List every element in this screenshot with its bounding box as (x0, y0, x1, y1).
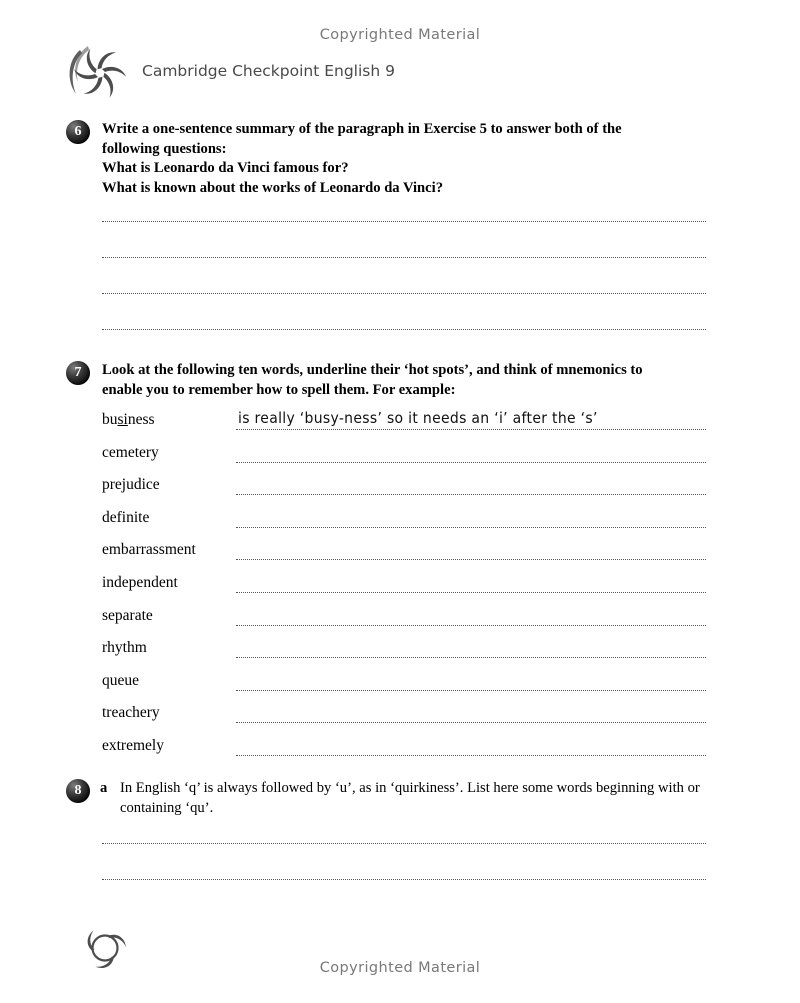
answer-rule[interactable] (102, 879, 706, 880)
exercise-number-badge: 6 (66, 120, 90, 144)
spelling-word: treachery (102, 704, 160, 722)
book-title: Cambridge Checkpoint English 9 (142, 62, 395, 80)
spelling-word: separate (102, 606, 153, 624)
answer-rule (236, 625, 706, 626)
exercise-7 (66, 361, 726, 400)
table-row (102, 506, 706, 539)
table-row (102, 571, 706, 604)
prompt-line: Look at the following ten words, underline their ‘hot spots’, and think of mnemonics to (102, 362, 643, 378)
page-header (66, 44, 726, 104)
spelling-word: independent (102, 573, 178, 591)
page-number: 4 (100, 940, 110, 955)
answer-rule[interactable] (102, 257, 706, 258)
prompt-line: What is Leonardo da Vinci famous for? (102, 160, 349, 176)
mnemonic-answer-field[interactable] (236, 473, 706, 499)
mnemonic-answer-field[interactable] (236, 441, 706, 467)
table-row (102, 538, 706, 571)
table-row (102, 604, 706, 637)
answer-rule[interactable] (102, 329, 706, 330)
spelling-word (102, 411, 155, 429)
spelling-word: extremely (102, 736, 164, 754)
spelling-word: prejudice (102, 476, 160, 494)
mnemonic-answer-field[interactable] (236, 636, 706, 662)
exercise-8-prompt (120, 779, 706, 818)
table-row (102, 669, 706, 702)
table-row (102, 473, 706, 506)
prompt-line: enable you to remember how to spell them. For example: (102, 381, 456, 398)
mnemonic-answer-field[interactable] (236, 506, 706, 532)
answer-rule (236, 657, 706, 658)
table-row (102, 441, 706, 474)
table-row (102, 734, 706, 767)
exercise-8-part-a (100, 779, 726, 818)
answer-rule (236, 462, 706, 463)
exercise-6-prompt (102, 120, 726, 198)
spelling-word: queue (102, 671, 140, 689)
spelling-word: rhythm (102, 639, 147, 657)
answer-rule (236, 690, 706, 691)
prompt-line: In English ‘q’ is always followed by ‘u’, as in ‘quirkiness’. List here some words beginning (120, 780, 655, 796)
exercise-8 (66, 779, 726, 818)
table-row (102, 701, 706, 734)
mnemonic-answer-field[interactable] (236, 604, 706, 630)
answer-rule[interactable] (102, 221, 706, 222)
mnemonic-answer-field[interactable] (236, 538, 706, 564)
spelling-word-table (102, 408, 706, 767)
sub-item-label: a (100, 780, 108, 796)
spelling-word: embarrassment (102, 541, 196, 559)
exercise-6 (66, 120, 726, 198)
mnemonic-answer-field[interactable] (236, 408, 706, 434)
prompt-line: following questions: (102, 140, 227, 157)
word-part-after: ness (127, 411, 155, 428)
word-part-before: bu (102, 411, 118, 428)
answer-rule (236, 429, 706, 430)
exercise-number-badge: 8 (66, 779, 90, 803)
mnemonic-answer-text: is really ‘busy-ness’ so it needs an ‘i’ after the ‘s’ (238, 410, 598, 427)
spelling-word: definite (102, 508, 150, 526)
answer-rule (236, 494, 706, 495)
answer-rule (236, 755, 706, 756)
answer-rule[interactable] (102, 293, 706, 294)
answer-rule (236, 527, 706, 528)
answer-rule (236, 722, 706, 723)
mnemonic-answer-field[interactable] (236, 701, 706, 727)
spelling-word: cemetery (102, 443, 159, 461)
copyright-notice-bottom: Copyrighted Material (319, 960, 481, 976)
exercise-number-badge: 7 (66, 361, 90, 385)
table-row (102, 636, 706, 669)
copyright-notice-top: Copyrighted Material (319, 27, 481, 43)
exercise-7-prompt (102, 361, 726, 400)
prompt-line: Write a one-sentence summary of the paragraph in Exercise 5 to answer both of the (102, 121, 622, 137)
answer-rule[interactable] (102, 843, 706, 844)
table-row (102, 408, 706, 441)
prompt-line: What is known about the works of Leonardo da Vinci? (102, 179, 443, 196)
prompt-line: with or containing ‘qu’. (120, 780, 700, 816)
word-hot-spot: si (117, 411, 128, 428)
mnemonic-answer-field[interactable] (236, 734, 706, 760)
mnemonic-answer-field[interactable] (236, 571, 706, 597)
answer-rule (236, 592, 706, 593)
mnemonic-answer-field[interactable] (236, 669, 706, 695)
answer-rule (236, 559, 706, 560)
spiral-logo-icon (66, 44, 132, 102)
